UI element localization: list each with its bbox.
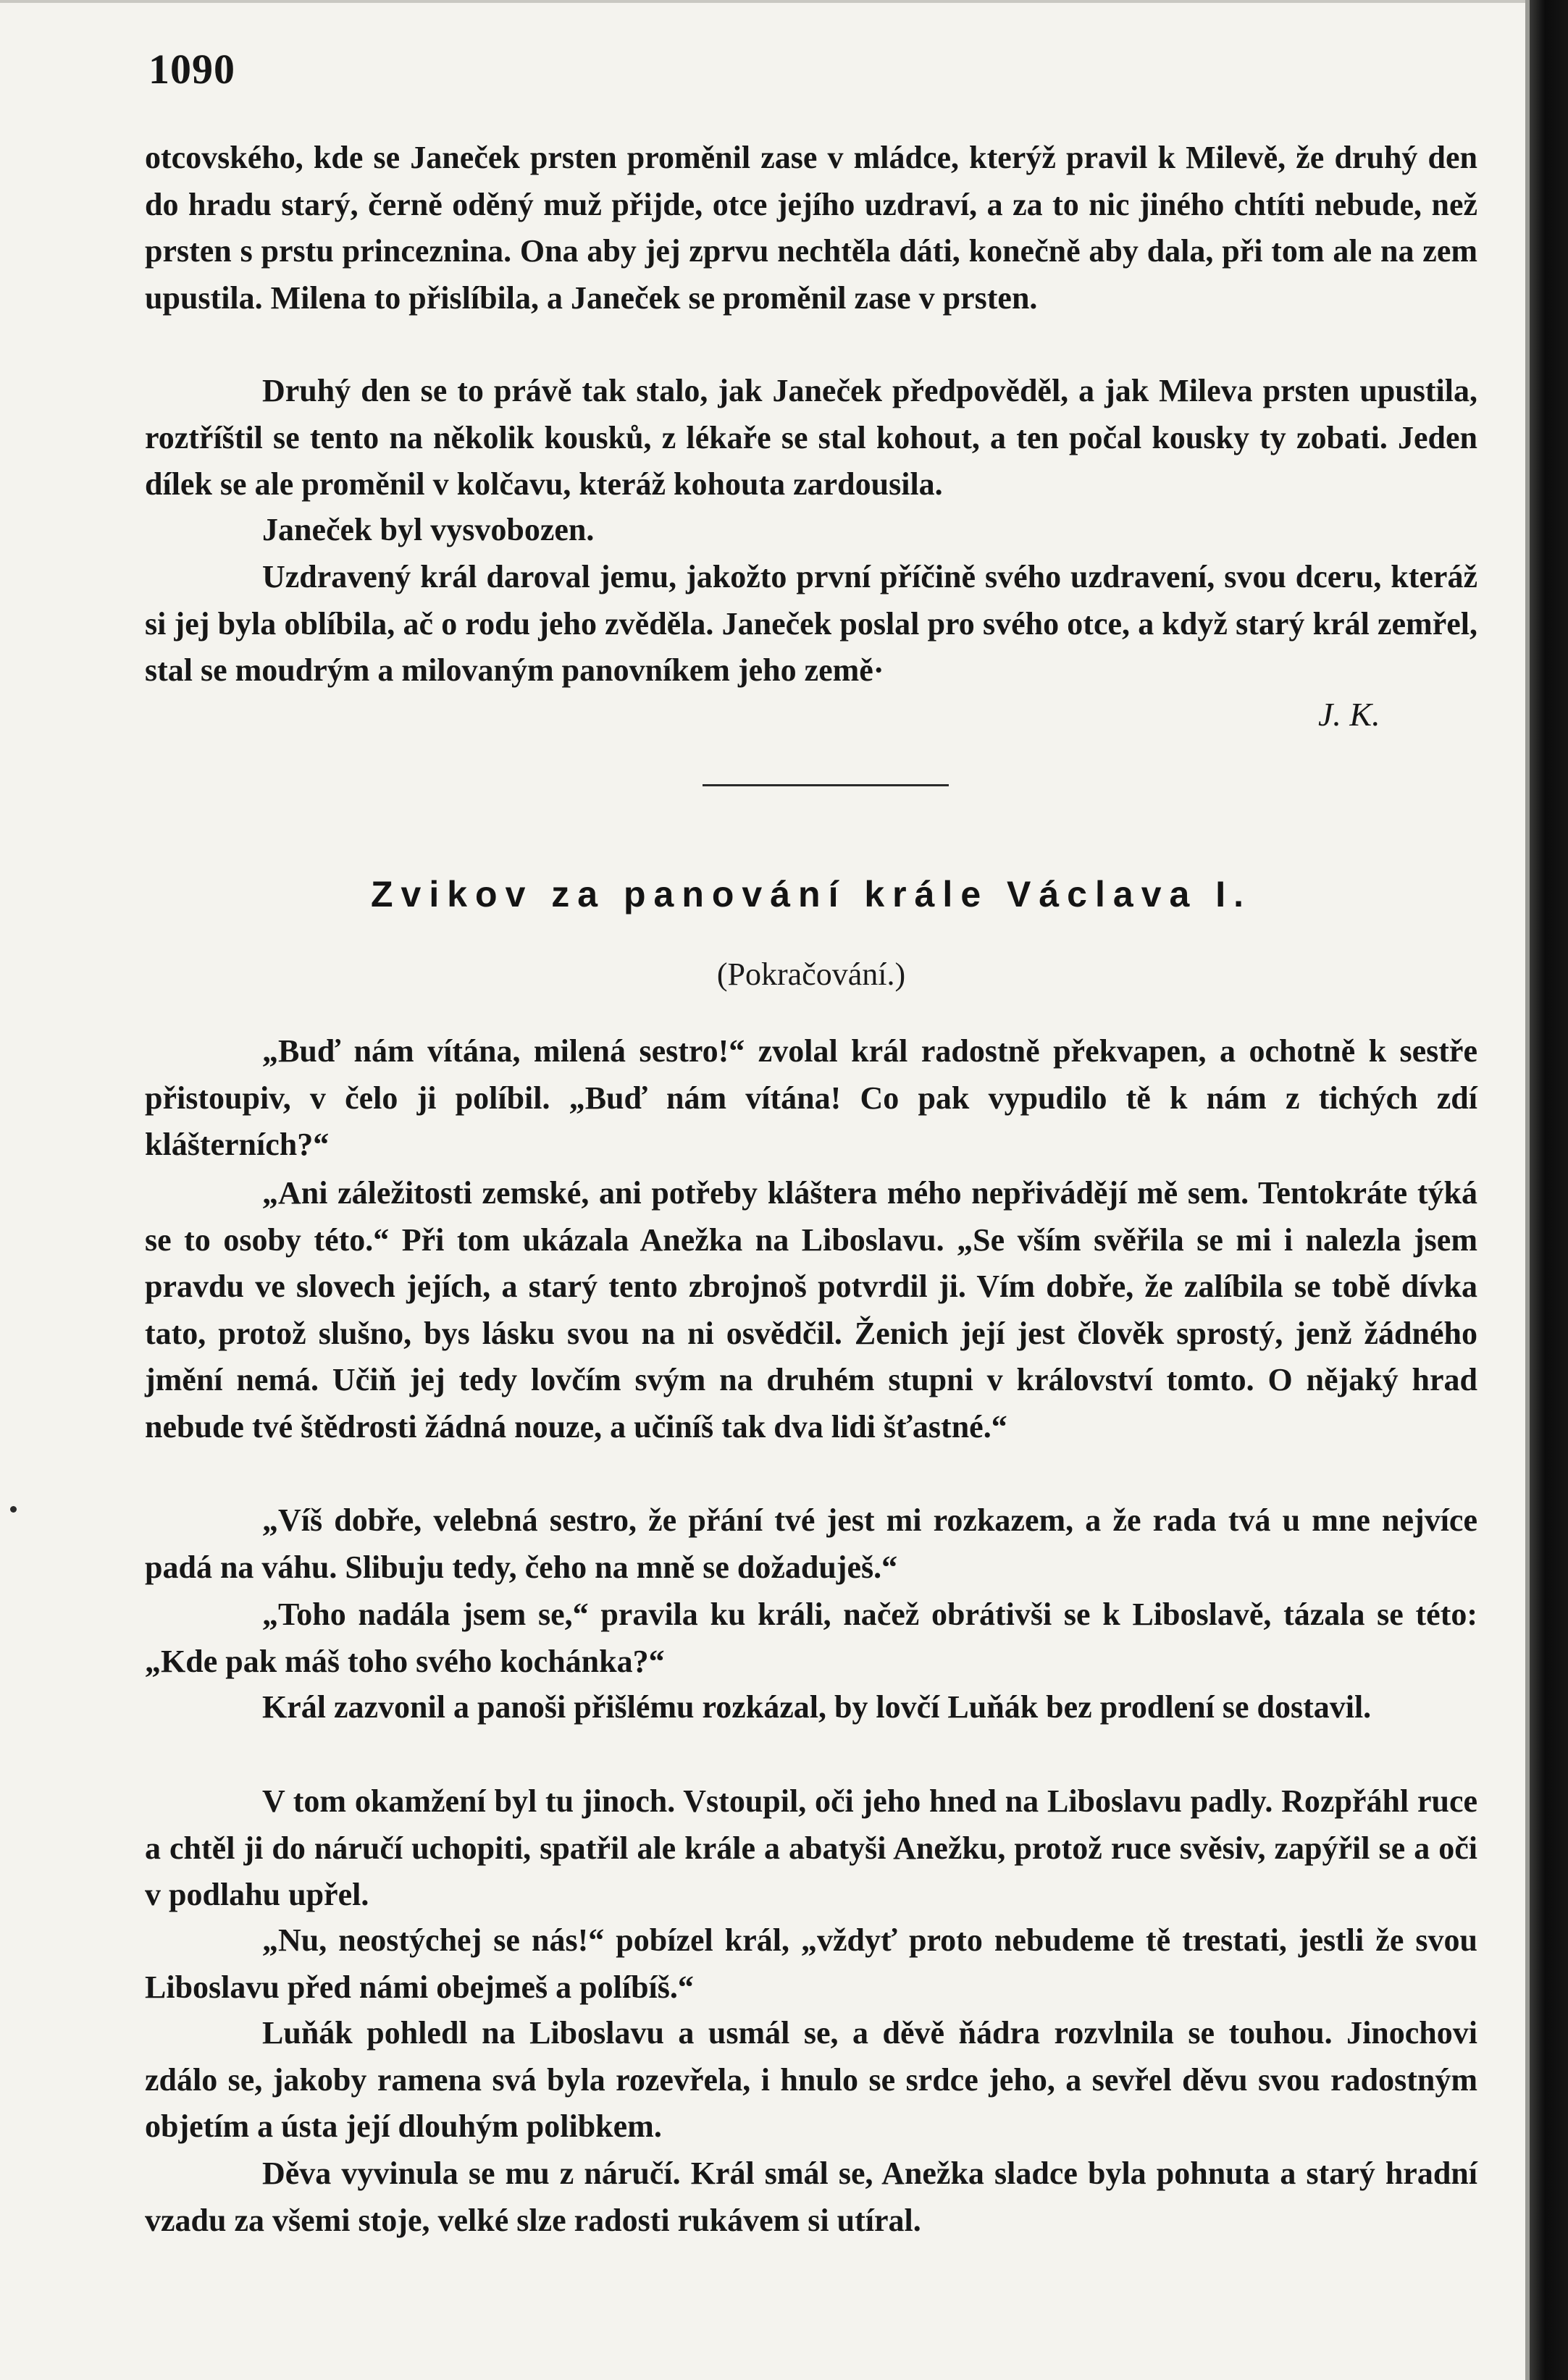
article-paragraph-8: Luňák pohledl na Liboslavu a usmál se, a děvě ňádra rozvlnila se touhou. Jinochovi zdálo se, jakoby ramena svá byla rozevřela, i hnulo se srdce jeho, a sevřel děvu svou radostným objetím a ústa její dlouhým polibkem. <box>145 2015 1477 2144</box>
article-paragraph-4: „Toho nadála jsem se,“ pravila ku králi, načež obrátivši se k Liboslavě, tázala se této: „Kde pak máš toho svého kochánka?“ <box>145 1597 1477 1679</box>
article-paragraph-5: Král zazvonil a panoši přišlému rozkázal, by lovčí Luňák bez prodlení se dostavil. <box>262 1689 1372 1725</box>
article-paragraph-9: Děva vyvinula se mu z náručí. Král smál se, Anežka sladce byla pohnuta a starý hradní vzadu za všemi stoje, velké slze radosti rukávem si utíral. <box>145 2156 1477 2238</box>
story-paragraph-3: Janeček byl vysvobozen. <box>262 512 595 547</box>
print-speck <box>10 1506 17 1513</box>
author-signature: J. K. <box>1318 696 1380 733</box>
page-edge-shadow <box>1530 0 1568 2380</box>
article-subtitle: (Pokračování.) <box>716 956 906 992</box>
story-paragraph-4: Uzdravený král daroval jemu, jakožto první příčině svého uzdravení, svou dceru, kteráž si jej byla oblíbila, ač o rodu jeho zvěděla. Janeček poslal pro svého otce, a když starý král zemřel, stal se moudrým a milovaným panovníkem jeho země· <box>145 559 1477 688</box>
story-paragraph-2: Druhý den se to právě tak stalo, jak Janeček předpověděl, a jak Mileva prsten upustila, roztříštil se tento na několik kousků, z lékaře se stal kohout, a ten počal kousky ty zobati. Jeden dílek se ale proměnil v kolčavu, kteráž kohouta zardousila. <box>145 373 1477 502</box>
section-divider <box>703 784 949 786</box>
article-paragraph-7: „Nu, neostýchej se nás!“ pobízel král, „vždyť proto nebudeme tě trestati, jestli že svou Liboslavu před námi obejmeš a políbíš.“ <box>145 1922 1477 2005</box>
article-paragraph-2: „Ani záležitosti zemské, ani potřeby kláštera mého nepřivádějí mě sem. Tentokráte týká se to osoby této.“ Při tom ukázala Anežka na Liboslavu. „Se vším svěřila se mi i nalezla jsem pravdu ve slovech jejích, a starý tento zbrojnoš potvrdil ji. Vím dobře, že zalíbila se tobě dívka tato, protož slušno, bys lásku svou na ni osvědčil. Ženich její jest člověk sprostý, jenž žádného jmění nemá. Učiň jej tedy lovčím svým na druhém stupni v království tomto. O nějaký hrad nebude tvé štědrosti žádná nouze, a učiníš tak dva lidi šťastné.“ <box>145 1175 1477 1445</box>
article-paragraph-3: „Víš dobře, velebná sestro, že přání tvé jest mi rozkazem, a že rada tvá u mne nejvíce padá na váhu. Slibuju tedy, čeho na mně se dožaduješ.“ <box>145 1502 1477 1585</box>
story-paragraph-1: otcovského, kde se Janeček prsten proměnil zase v mládce, kterýž pravil k Milevě, že druhý den do hradu starý, černě oděný muž přijde, otce jejího uzdraví, a za to nic jiného chtíti nebude, než prsten s prstu princeznina. Ona aby jej zprvu nechtěla dáti, konečně aby dala, při tom ale na zem upustila. Milena to přislíbila, a Janeček se proměnil zase v prsten. <box>145 140 1477 316</box>
article-paragraph-6: V tom okamžení byl tu jinoch. Vstoupil, oči jeho hned na Liboslavu padly. Rozpřáhl ruce a chtěl ji do náručí uchopiti, spatřil ale krále a abatyši Anežku, protož ruce svěsiv, zapýřil se a oči v podlahu upřel. <box>145 1783 1477 1912</box>
article-paragraph-1: „Buď nám vítána, milená sestro!“ zvolal král radostně překvapen, a ochotně k sestře přistoupiv, v čelo ji políbil. „Buď nám vítána! Co pak vypudilo tě k nám z tichých zdí klášterních?“ <box>145 1033 1477 1162</box>
article-title: Zvikov za panování krále Václava I. <box>371 874 1252 914</box>
page-number: 1090 <box>148 46 235 93</box>
